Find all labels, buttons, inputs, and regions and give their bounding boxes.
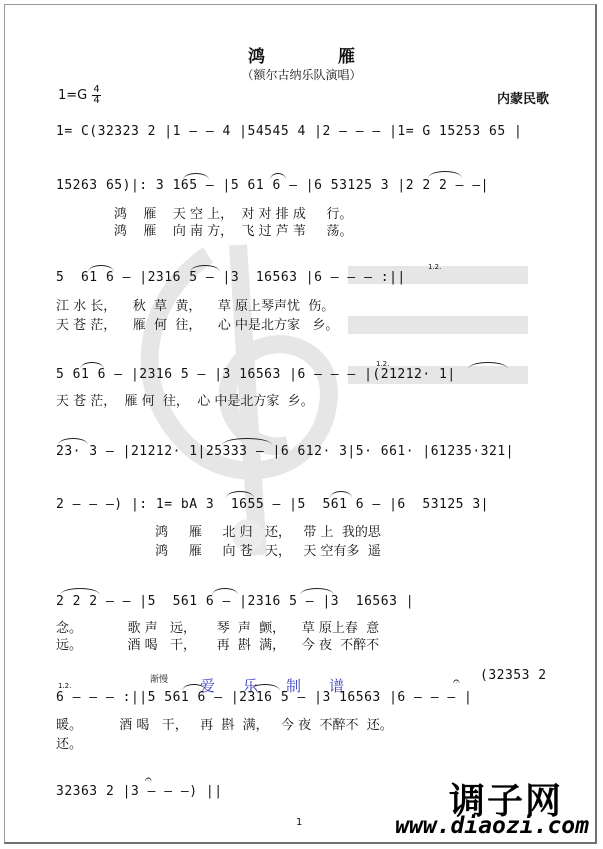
volta-label: 1.2. bbox=[428, 263, 442, 271]
slur bbox=[330, 491, 352, 498]
slur bbox=[222, 438, 272, 445]
lyric-row-7-verse-1: 念。 歌 声 远， 琴 声 颤， 草 原上春 意 bbox=[56, 621, 380, 636]
slur bbox=[60, 588, 100, 595]
slur bbox=[468, 362, 508, 369]
slur bbox=[183, 173, 209, 180]
notation-row-4: 5 61 6 — |2316 5 — |3 16563 |6 — — — |(21212· 1| bbox=[56, 367, 456, 382]
slur bbox=[226, 491, 254, 498]
notation-row-9: 32363 2 |3 — — —) || bbox=[56, 784, 223, 799]
lyric-row-8-verse-2: 还。 bbox=[56, 737, 83, 752]
song-origin: 内蒙民歌 bbox=[496, 92, 549, 107]
lyric-row-2-verse-2: 鸿 雁 向 南 方， 飞 过 芦 苇 荡。 bbox=[56, 224, 353, 239]
notation-row-3: 5 61 6 — |2316 5 — |3 16563 |6 — — — :|| bbox=[56, 270, 406, 285]
lyric-row-6-verse-1: 鸿 雁 北 归 还， 带 上 我的思 bbox=[56, 525, 381, 540]
lyric-row-8-verse-1: 暖。 酒 喝 干， 再 斟 满， 今 夜 不醉不 还。 bbox=[56, 718, 393, 733]
performer-subtitle: （额尔古纳乐队演唱） bbox=[241, 68, 362, 82]
slur bbox=[212, 588, 238, 595]
lyric-row-3-verse-2: 天 苍 茫， 雁 何 往， 心 中是北方家 乡。 bbox=[56, 318, 339, 333]
intro-reprise-notes: (32353 2 bbox=[480, 668, 547, 683]
slur bbox=[80, 362, 104, 369]
slur bbox=[190, 265, 220, 272]
notation-row-7: 2 2 2 — — |5 561 6 — |2316 5 — |3 16563 | bbox=[56, 594, 415, 609]
score-maker-credit: 爱乐制谱 bbox=[200, 677, 373, 695]
time-signature-bottom: 4 bbox=[93, 95, 100, 106]
notation-row-8: 6 — — — :||5 561 6 — |2316 5 — |3 16563 |6 — — — | bbox=[56, 690, 473, 705]
key-signature: 1=G bbox=[58, 88, 88, 103]
site-brand-logo: 调子网 bbox=[448, 781, 563, 822]
slur bbox=[250, 684, 280, 691]
slur bbox=[300, 588, 334, 595]
tempo-marking: 渐慢 bbox=[150, 675, 169, 685]
notation-row-1: 1= C(32323 2 |1 — — 4 |54545 4 |2 — — — |1= G 15253 65 | bbox=[56, 124, 523, 139]
slur bbox=[58, 438, 88, 445]
slur bbox=[182, 684, 206, 691]
slur bbox=[428, 171, 462, 178]
lyric-row-6-verse-2: 鸿 雁 向 苍 天， 天 空有多 遥 bbox=[56, 544, 381, 559]
slur bbox=[270, 173, 286, 180]
volta-label: 1.2. bbox=[58, 682, 72, 690]
volta-label: 1.2. bbox=[376, 360, 390, 368]
notation-row-5: 23· 3 — |21212· 1|25333 — |6 612· 3|5· 661· |61235·321| bbox=[56, 444, 514, 459]
time-signature bbox=[92, 85, 101, 106]
lyric-row-3-verse-1: 江 水 长， 秋 草 黄， 草 原上琴声忧 伤。 bbox=[56, 299, 335, 314]
song-title: 鸿 雁 bbox=[248, 47, 383, 67]
time-signature-top: 4 bbox=[93, 84, 100, 95]
notation-row-6: 2 — — —) |: 1= bA 3 1655 — |5 561 6 — |6 53125 3| bbox=[56, 497, 489, 512]
page-number: 1 bbox=[296, 817, 303, 828]
lyric-row-4-verse-1: 天 苍 茫， 雁 何 往， 心 中是北方家 乡。 bbox=[56, 394, 314, 409]
lyric-row-2-verse-1: 鸿 雁 天 空 上， 对 对 排 成 行。 bbox=[56, 207, 353, 222]
slur bbox=[88, 265, 114, 272]
site-url: www.diaozi.com bbox=[395, 813, 589, 839]
fermata-icon: 𝄐 bbox=[453, 674, 460, 688]
fermata-icon: 𝄐 bbox=[145, 772, 152, 786]
lyric-row-7-verse-2: 远。 酒 喝 干， 再 斟 满， 今 夜 不醉不 bbox=[56, 638, 380, 653]
notation-row-2: 15263 65)|: 3 165 — |5 61 6 — |6 53125 3 |2 2 2 — —| bbox=[56, 178, 489, 193]
